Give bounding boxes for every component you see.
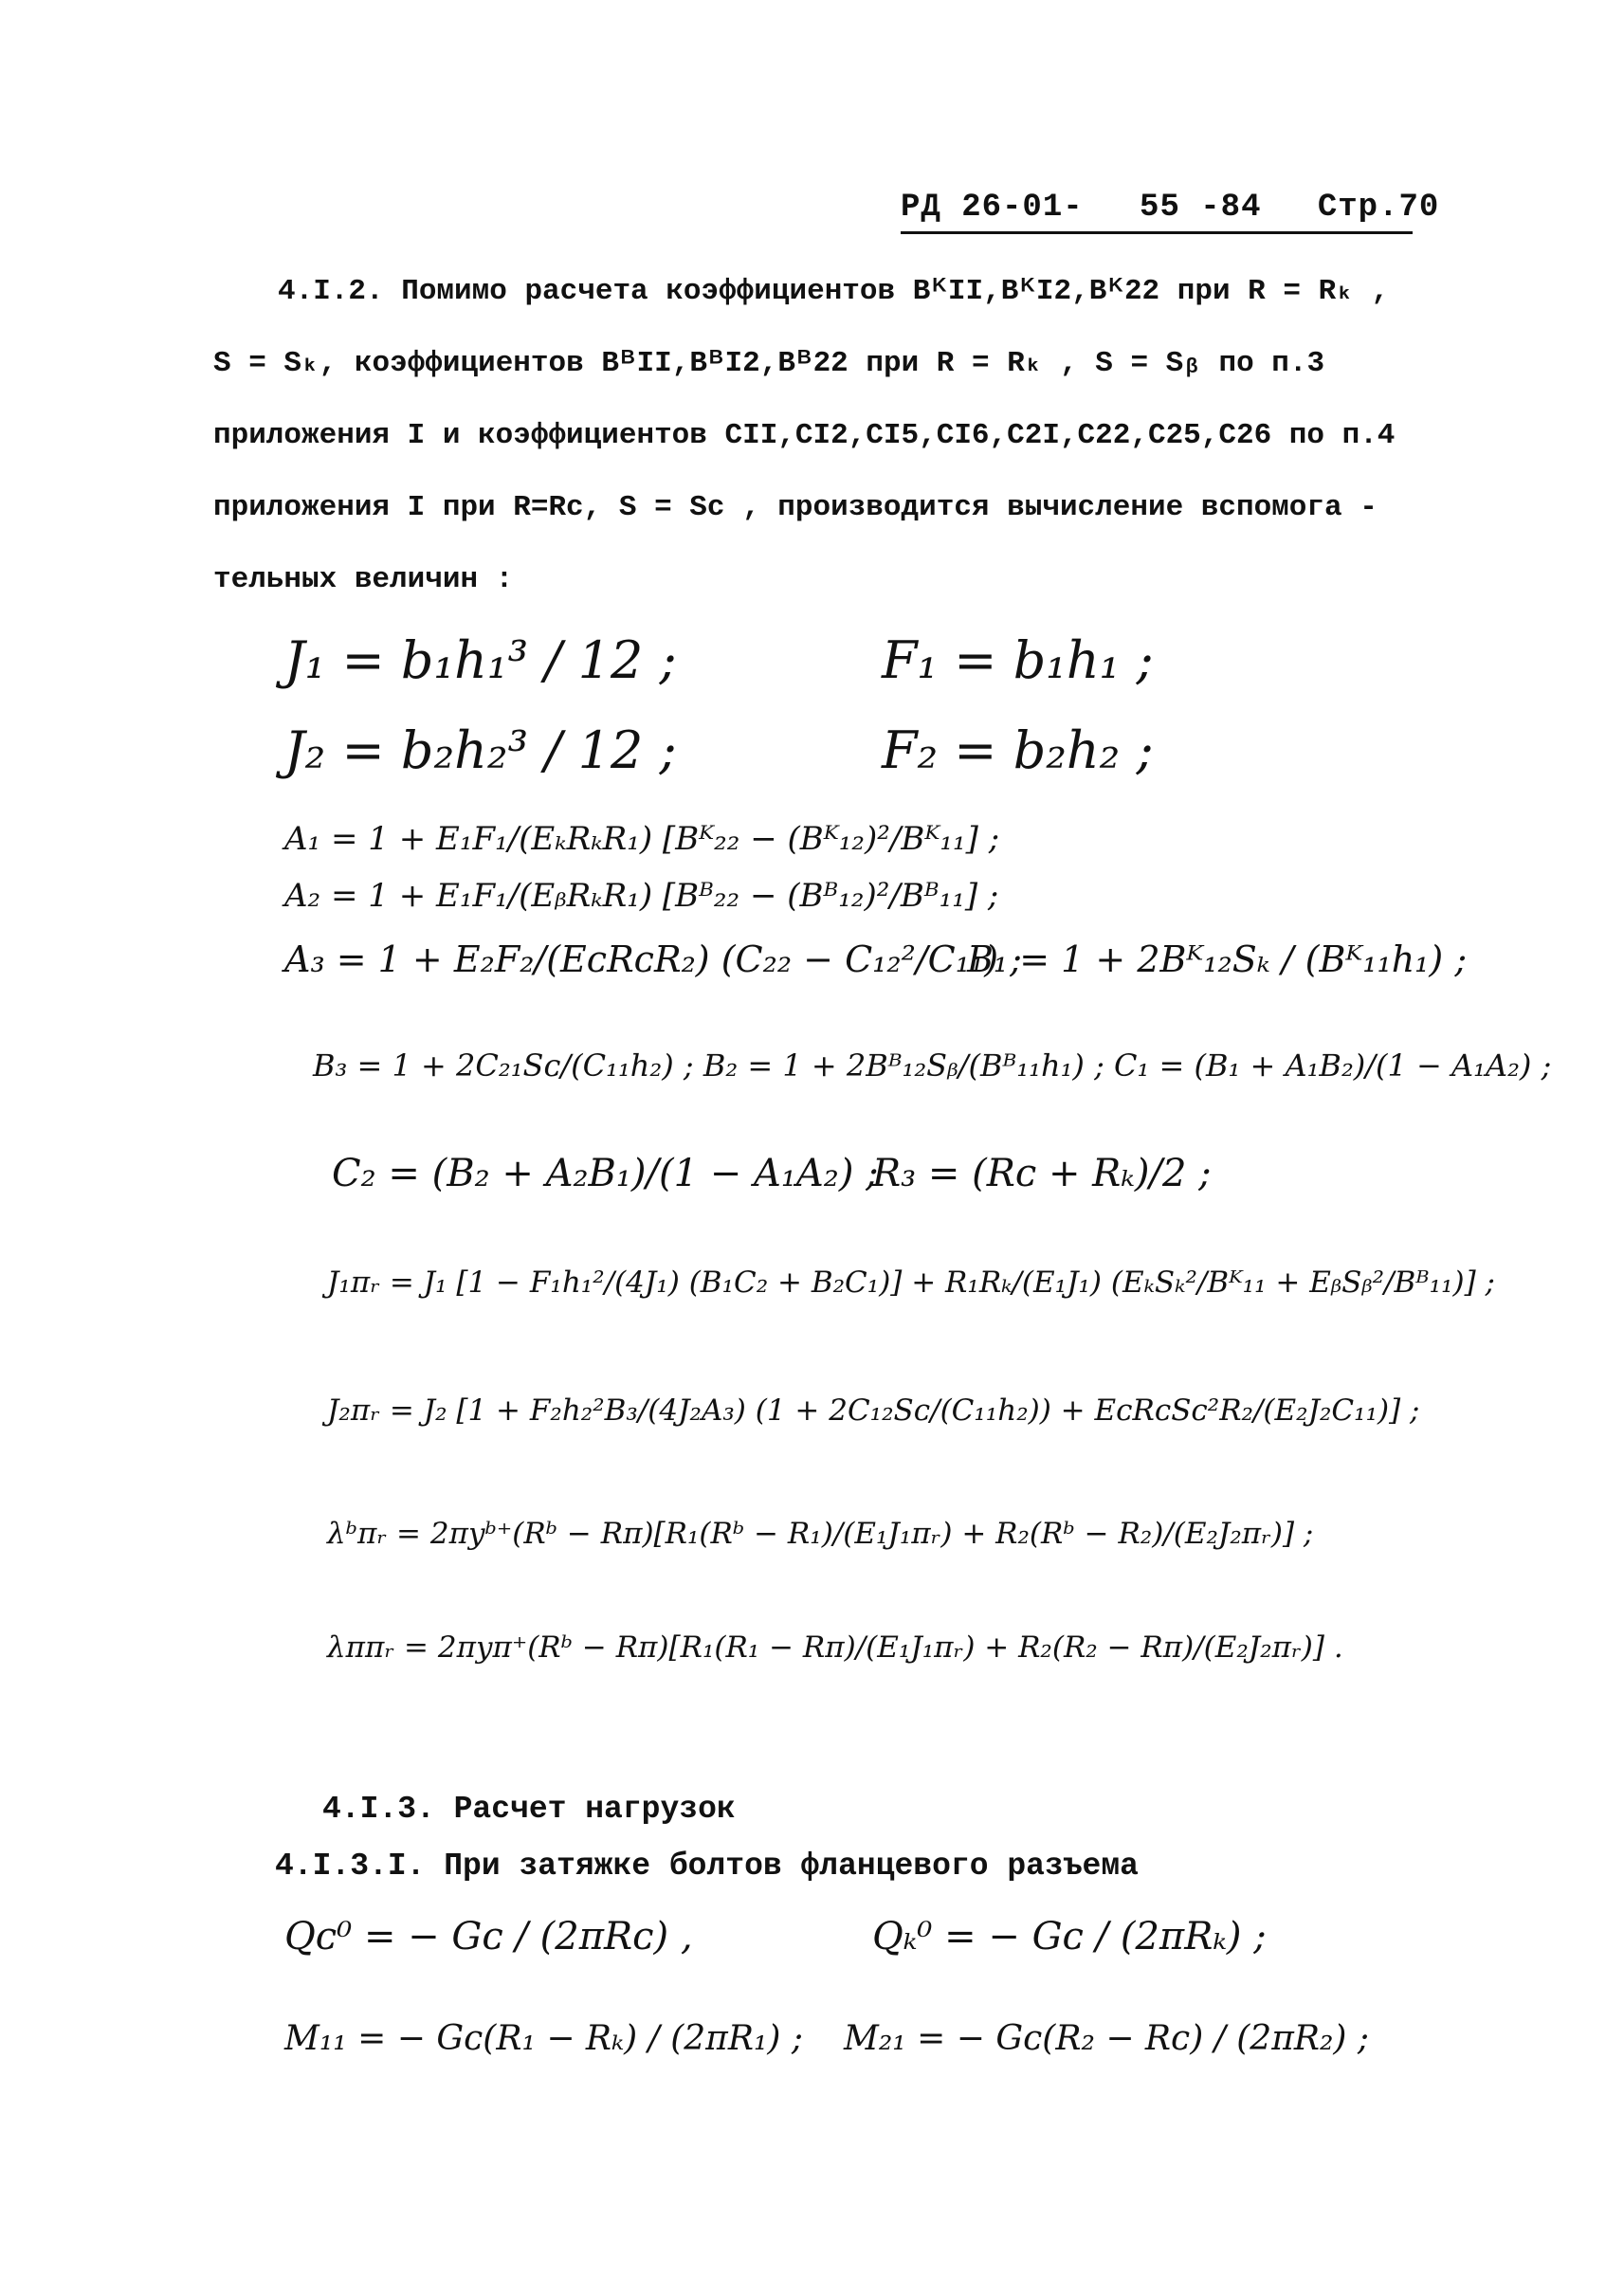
page-number: Стр.70 (1317, 190, 1440, 226)
formula-r3: R₃ = (Rᴄ + Rₖ)/2 ; (872, 1152, 1212, 1195)
formula-j1pr: J₁πᵣ = J₁ [1 − F₁h₁²/(4J₁) (B₁C₂ + B₂C₁)] + R₁Rₖ/(E₁J₁) (EₖSₖ²/Bᴷ₁₁ + EᵦSᵦ²/Bᴮ₁₁)] ; (327, 1266, 1495, 1300)
formula-j2: J₂ = b₂h₂³ / 12 ; (284, 720, 677, 780)
section-heading-413: 4.I.3. Расчет нагрузок (322, 1792, 736, 1827)
formula-a2: A₂ = 1 + E₁F₁/(EᵦRₖR₁) [Bᴮ₂₂ − (Bᴮ₁₂)²/Bᴮ₁₁] ; (284, 877, 999, 915)
intro-line-4: приложения I при R=Rᴄ, S = Sᴄ , производится вычисление вспомога - (213, 491, 1378, 524)
formula-f2: F₂ = b₂h₂ ; (882, 720, 1154, 780)
formula-m21: M₂₁ = − Gᴄ(R₂ − Rᴄ) / (2πR₂) ; (844, 2019, 1370, 2058)
formula-j1: J₁ = b₁h₁³ / 12 ; (284, 630, 677, 690)
formula-m11: M₁₁ = − Gᴄ(R₁ − Rₖ) / (2πR₁) ; (284, 2019, 803, 2058)
intro-line-2: S = Sₖ, коэффициентов BᴮII,BᴮI2,Bᴮ22 при R = Rₖ , S = Sᵦ по п.3 (213, 347, 1325, 380)
intro-line-5: тельных величин : (213, 563, 514, 596)
page-header (901, 190, 1475, 226)
formula-j2pr: J₂πᵣ = J₂ [1 + F₂h₂²B₃/(4J₂A₃) (1 + 2C₁₂Sᴄ/(C₁₁h₂)) + EᴄRᴄSᴄ²R₂/(E₂J₂C₁₁)] ; (327, 1393, 1420, 1428)
formula-f1: F₁ = b₁h₁ ; (882, 630, 1154, 690)
header-underline (901, 231, 1413, 234)
formula-a3: A₃ = 1 + E₂F₂/(EᴄRᴄR₂) (C₂₂ − C₁₂²/C₁₁) ; (284, 938, 1022, 980)
formula-c2: C₂ = (B₂ + A₂B₁)/(1 − A₁A₂) ; (332, 1152, 879, 1195)
doc-number: 55 -84 (1140, 190, 1262, 226)
formula-qc: Qᴄ⁰ = − Gᴄ / (2πRᴄ) , (284, 1915, 693, 1958)
doc-code: РД 26-01- (901, 190, 1084, 226)
intro-paragraph (213, 256, 1436, 616)
formula-b1: B₁ = 1 + 2Bᴷ₁₂Sₖ / (Bᴷ₁₁h₁) ; (967, 938, 1468, 980)
section-heading-4131: 4.I.3.I. При затяжке болтов фланцевого разъема (275, 1849, 1139, 1884)
formula-a1: A₁ = 1 + E₁F₁/(EₖRₖR₁) [Bᴷ₂₂ − (Bᴷ₁₂)²/Bᴷ₁₁] ; (284, 820, 1000, 858)
formula-lambda-n: λππᵣ = 2πyπ⁺(Rᵇ − Rπ)[R₁(R₁ − Rπ)/(E₁J₁πᵣ) + R₂(R₂ − Rπ)/(E₂J₂πᵣ)] . (327, 1630, 1343, 1665)
formula-b3-b2-c1: B₃ = 1 + 2C₂₁Sᴄ/(C₁₁h₂) ; B₂ = 1 + 2Bᴮ₁₂Sᵦ/(Bᴮ₁₁h₁) ; C₁ = (B₁ + A₁B₂)/(1 − A₁A₂) ; (313, 1047, 1552, 1084)
formula-qk: Qₖ⁰ = − Gᴄ / (2πRₖ) ; (872, 1915, 1267, 1958)
formula-lambda-b: λᵇπᵣ = 2πyᵇ⁺(Rᵇ − Rπ)[R₁(Rᵇ − R₁)/(E₁J₁πᵣ) + R₂(Rᵇ − R₂)/(E₂J₂πᵣ)] ; (327, 1517, 1314, 1551)
intro-line-3: приложения I и коэффициентов CII,CI2,CI5,CI6,C2I,C22,C25,C26 по п.4 (213, 419, 1396, 452)
intro-line-1: 4.I.2. Помимо расчета коэффициентов BᴷII,BᴷI2,Bᴷ22 при R = Rₖ , (278, 275, 1390, 308)
